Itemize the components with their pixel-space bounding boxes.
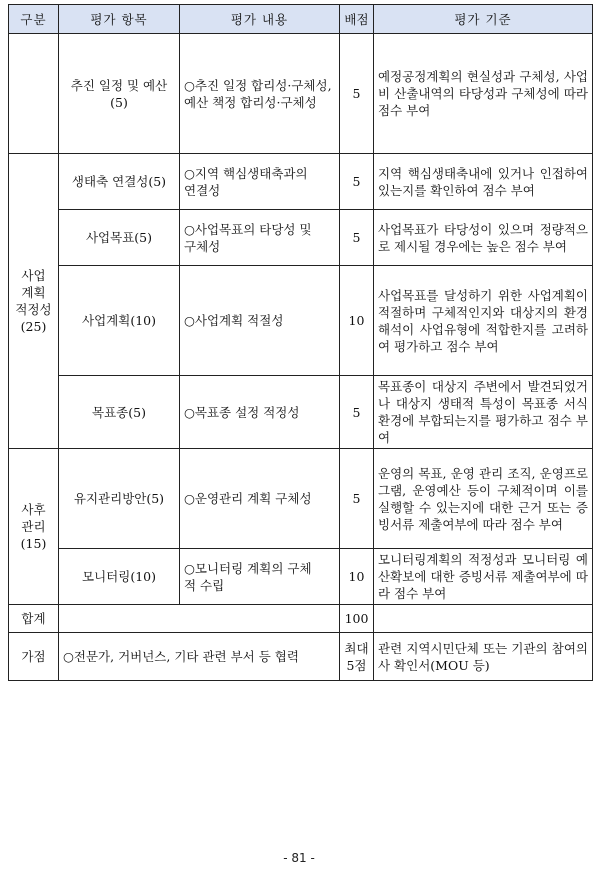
- item-cell: 생태축 연결성(5): [59, 154, 180, 210]
- content-cell: ○사업목표의 타당성 및 구체성: [180, 210, 340, 266]
- bonus-row: [9, 633, 593, 681]
- content-cell: ○운영관리 계획 구체성: [180, 449, 340, 549]
- criteria-cell: 사업목표를 달성하기 위한 사업계획이 적절하며 구체적인지와 대상지의 환경해석이 사업유형에 적합한지를 고려하여 평가하고 점수 부여: [374, 266, 593, 376]
- content-cell: ○모니터링 계획의 구체 적 수립: [180, 549, 340, 605]
- category-after: 사후 관리 (15): [9, 449, 59, 605]
- table-row: [9, 34, 593, 154]
- criteria-cell: 모니터링계획의 적정성과 모니터링 예산확보에 대한 증빙서류 제출여부에 따라 점수 부여: [374, 549, 593, 605]
- header-score: 배점: [340, 5, 374, 34]
- item-cell: 추진 일정 및 예산 (5): [59, 34, 180, 154]
- total-row: [9, 605, 593, 633]
- table-row: [9, 266, 593, 376]
- score-cell: 10: [340, 549, 374, 605]
- total-empty: [59, 605, 340, 633]
- item-cell: 유지관리방안(5): [59, 449, 180, 549]
- score-cell: 5: [340, 376, 374, 449]
- category-plan: 사업 계획 적정성 (25): [9, 154, 59, 449]
- item-cell: 사업계획(10): [59, 266, 180, 376]
- evaluation-table: [8, 4, 593, 681]
- bonus-label: 가점: [9, 633, 59, 681]
- total-label: 합계: [9, 605, 59, 633]
- score-cell: 5: [340, 210, 374, 266]
- header-row: [9, 5, 593, 34]
- content-cell: ○지역 핵심생태축과의 연결성: [180, 154, 340, 210]
- score-cell: 5: [340, 154, 374, 210]
- header-category: 구분: [9, 5, 59, 34]
- score-cell: 5: [340, 449, 374, 549]
- criteria-cell: 예정공정계획의 현실성과 구체성, 사업비 산출내역의 타당성과 구체성에 따라 점수 부여: [374, 34, 593, 154]
- bonus-content: ○전문가, 거버넌스, 기타 관련 부서 등 협력: [59, 633, 340, 681]
- content-cell: ○목표종 설정 적정성: [180, 376, 340, 449]
- item-cell: 사업목표(5): [59, 210, 180, 266]
- criteria-cell: 지역 핵심생태축내에 있거나 인접하여 있는지를 확인하여 점수 부여: [374, 154, 593, 210]
- item-cell: 목표종(5): [59, 376, 180, 449]
- table-row: [9, 376, 593, 449]
- content-cell: ○사업계획 적절성: [180, 266, 340, 376]
- bonus-criteria: 관련 지역시민단체 또는 기관의 참여의사 확인서(MOU 등): [374, 633, 593, 681]
- page-number: - 81 -: [283, 851, 315, 865]
- item-cell: 모니터링(10): [59, 549, 180, 605]
- score-cell: 5: [340, 34, 374, 154]
- table-row: [9, 210, 593, 266]
- category-cell-empty: [9, 34, 59, 154]
- score-cell: 10: [340, 266, 374, 376]
- total-score: 100: [340, 605, 374, 633]
- table-row: [9, 449, 593, 549]
- total-criteria-empty: [374, 605, 593, 633]
- criteria-cell: 운영의 목표, 운영 관리 조직, 운영프로그램, 운영예산 등이 구체적이며 이를 실행할 수 있는지에 대한 근거 또는 증빙서류 제출여부에 따라 점수 부여: [374, 449, 593, 549]
- bonus-score: 최대 5점: [340, 633, 374, 681]
- content-cell: ○추진 일정 합리성·구체성, 예산 책정 합리성·구체성: [180, 34, 340, 154]
- criteria-cell: 목표종이 대상지 주변에서 발견되었거나 대상지 생태적 특성이 목표종 서식환경에 부합되는지를 평가하고 점수 부여: [374, 376, 593, 449]
- header-criteria: 평가 기준: [374, 5, 593, 34]
- header-content: 평가 내용: [180, 5, 340, 34]
- table-row: [9, 154, 593, 210]
- table-row: [9, 549, 593, 605]
- criteria-cell: 사업목표가 타당성이 있으며 정량적으로 제시될 경우에는 높은 점수 부여: [374, 210, 593, 266]
- header-item: 평가 항목: [59, 5, 180, 34]
